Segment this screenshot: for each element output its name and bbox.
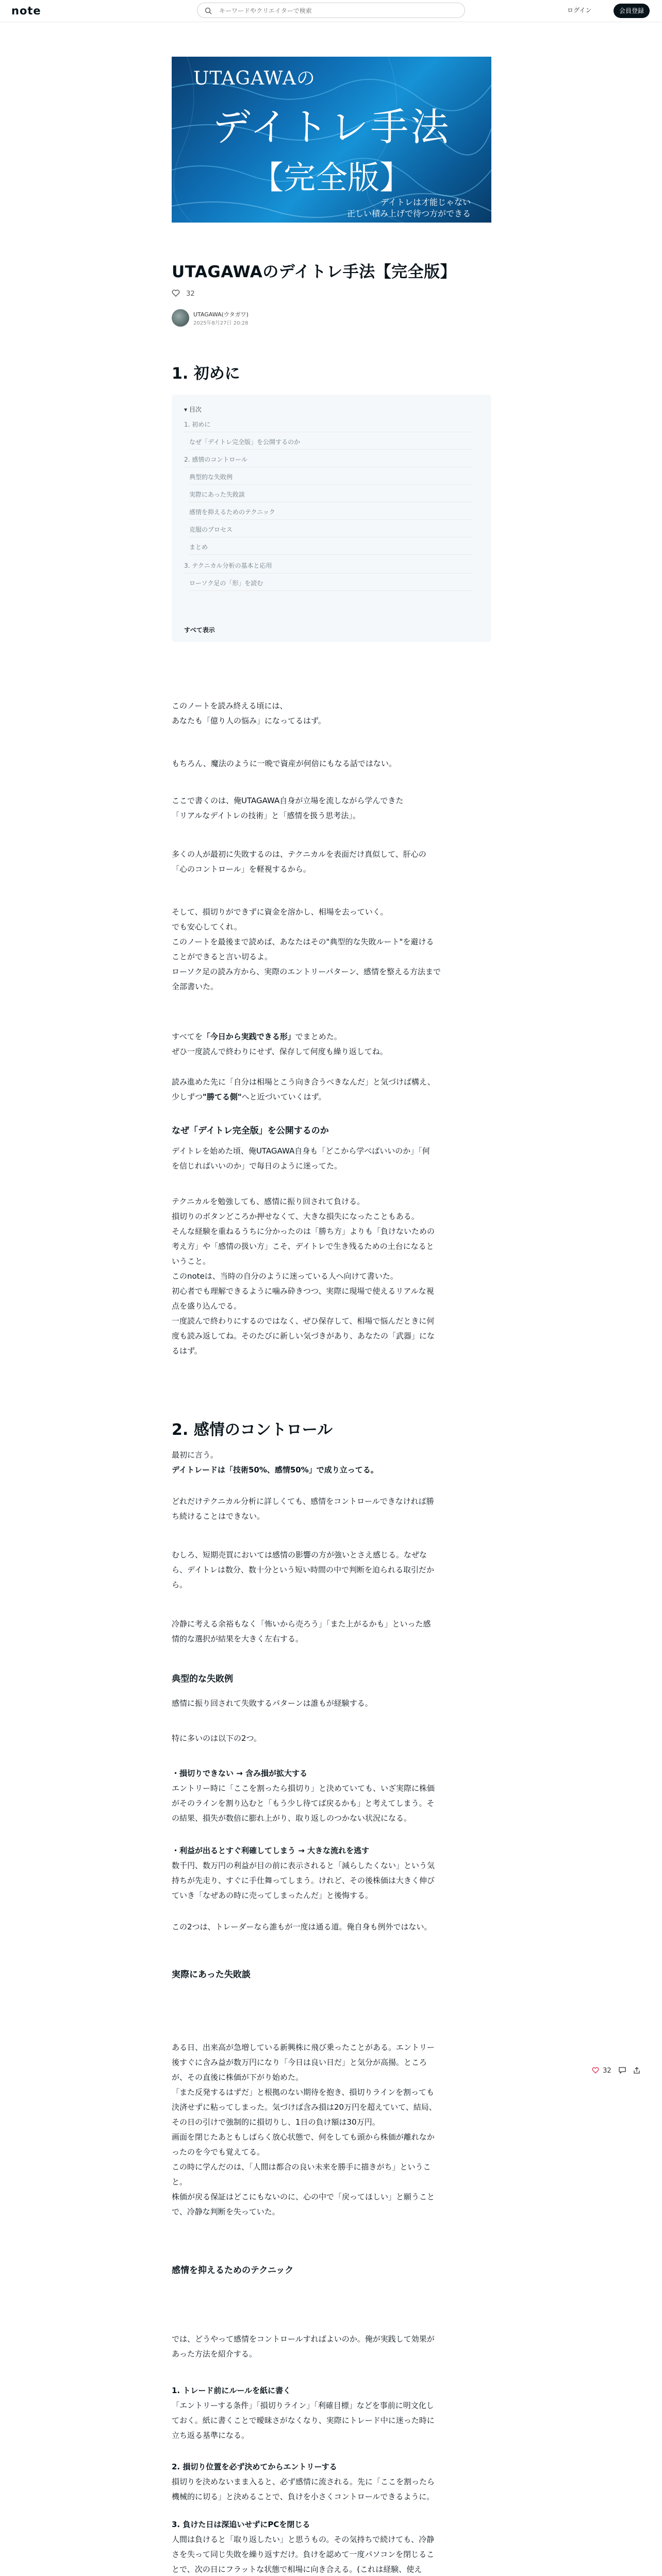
paragraph: 多くの人が最初に失敗するのは、テクニカルを表面だけ真似して、肝心の 「心のコントロール」を軽視するから。	[172, 850, 426, 874]
article-title: UTAGAWAのデイトレ手法【完全版】	[172, 263, 457, 281]
hero-image	[172, 57, 491, 223]
toc-show-all[interactable]: すべて表示	[184, 626, 215, 634]
paragraph: 感情に振り回されて失敗するパターンは誰もが経験する。	[172, 1699, 373, 1708]
subheading: 感情を抑えるためのテクニック	[172, 2265, 294, 2276]
paragraph: どれだけテクニカル分析に詳しくても、感情をコントロールできなければ勝 ち続けることはできない。	[172, 1497, 434, 1521]
paragraph: ・損切りできない → 含み損が拡大する エントリー時に「ここを割ったら損切り」と決めていても、いざ実際に株価 がそのラインを割り込むと「もう少し待てば戻るかも」と考えてしまう。そ の結果、損失が数倍に膨れ上がり、取り返しのつかない状況になる。	[172, 1769, 435, 1823]
author-name[interactable]: UTAGAWA(ウタガワ)	[193, 311, 249, 318]
author-block[interactable]	[172, 309, 378, 328]
search-icon	[205, 7, 212, 16]
toc-item[interactable]: なぜ「デイトレ完全版」を公開するのか	[189, 436, 473, 450]
section-heading-emotion: 2. 感情のコントロール	[172, 1421, 333, 1439]
toc-item[interactable]: 2. 感情のコントロール	[184, 453, 473, 467]
avatar[interactable]	[172, 309, 189, 327]
share-icon[interactable]	[633, 2067, 640, 2075]
toc-item[interactable]: まとめ	[189, 541, 473, 555]
toc-item[interactable]: 克服のプロセス	[189, 523, 473, 537]
hero-tagline-2: 正しい積み上げで待つ方ができる	[346, 209, 471, 218]
search-box[interactable]	[197, 3, 465, 18]
chevron-down-icon: ▾	[184, 406, 189, 413]
paragraph: 特に多いのは以下の2つ。	[172, 1734, 261, 1743]
heart-icon[interactable]	[592, 2067, 601, 2075]
paragraph: ある日、出来高が急増している新興株に飛び乗ったことがある。エントリー 後すぐに含み益が数万円になり「今日は良い日だ」と気分が高揚。ところ が、その直後に株価が下がり始めた。 「また反発するはずだ」と根拠のない期待を抱き、損切りラインを割っても 決済せずに粘ってしまった。気づけば含み損は20万円を超えていて、結局、 その日の引けで強制的に損切りし、1日の負け額は30万円。 画面を閉じたあともしばらく放心状態で、何をしても頭から株価が離れなか ったのを今でも覚えてる。 この時に学んだのは、「人間は都合の良い未来を勝手に描きがち」というこ と。 株価が戻る保証はどこにもないのに、心の中で「戻ってほしい」と願うこと で、冷静な判断を失っていた。	[172, 2043, 437, 2216]
toc-item[interactable]: 実際にあった失敗談	[189, 488, 473, 502]
paragraph: ・利益が出るとすぐ利確してしまう → 大きな流れを逃す 数千円、数万円の利益が目の前に表示されると「減らしたくない」という気 持ちが先走り、すぐに手仕舞ってしまう。けれど、その後株価は大きく伸び ていき「なぜあの時に売ってしまったんだ」と後悔する。	[172, 1846, 435, 1900]
paragraph: 3. 負けた日は深追いせずにPCを閉じる 人間は負けると「取り返したい」と思うもの。その気持ちで続けても、冷静 さを失って同じ失敗を繰り返すだけ。負けを認めて一度パソコンを閉じるこ とで、次の日にフラットな状態で相場に向き合える。(これは経験、使え	[172, 2520, 435, 2574]
like-count-value: 32	[186, 290, 195, 298]
paragraph: 冷静に考える余裕もなく「怖いから売ろう」「また上がるかも」といった感 情的な選択が結果を大きく左右する。	[172, 1619, 431, 1643]
paragraph: デイトレを始めた頃、俺UTAGAWA自身も「どこから学べばいいのか」「何 を信じればいいのか」で毎日のように迷ってた。	[172, 1146, 430, 1171]
comment-icon[interactable]	[619, 2067, 628, 2075]
login-link[interactable]: ログイン	[567, 7, 592, 14]
toc-item[interactable]: 3. テクニカル分析の基本と応用	[184, 560, 473, 573]
hero-subtitle: 【完全版】	[251, 159, 411, 196]
toc-item[interactable]: 典型的な失敗例	[189, 471, 473, 485]
toc-item[interactable]: 1. 初めに	[184, 418, 473, 432]
paragraph: すべてを「今日から実践できる形」でまとめた。 ぜひ一度読んで終わりにせず、保存して何度も繰り返してね。	[172, 1032, 388, 1056]
hero-brand: UTAGAWAの	[193, 68, 316, 89]
paragraph: では、どうやって感情をコントロールすればよいのか。俺が実践して効果が あった方法を紹介する。	[172, 2334, 435, 2359]
hero-title: デイトレ手法	[212, 105, 451, 149]
signup-button[interactable]: 会員登録	[614, 4, 650, 18]
subheading: なぜ「デイトレ完全版」を公開するのか	[172, 1126, 329, 1136]
heart-icon	[172, 290, 182, 298]
paragraph: 2. 損切り位置を必ず決めてからエントリーする 損切りを決めないまま入ると、必ず感情に流される。先に「ここを割ったら 機械的に切る」と決めることで、負けを小さくコントロールできるように。	[172, 2462, 435, 2501]
global-header	[0, 0, 662, 22]
paragraph: 読み進めた先に「自分は相場とこう向き合うべきなんだ」と気づけば構え、 少しずつ"勝てる側"へと近づいていくはず。	[172, 1077, 435, 1101]
paragraph: このノートを読み終える頃には、 あなたも「億り人の悩み」になってるはず。	[172, 701, 326, 725]
toc-heading[interactable]: ▾ 目次	[184, 406, 202, 413]
publish-date: 2025年8月27日 20:28	[193, 320, 249, 326]
paragraph: テクニカルを勉強しても、感情に振り回されて負ける。 損切りのボタンどころか押せなくて、大きな損失になったこともある。 そんな経験を重ねるうちに分かったのは「勝ち方」よりも「負けないための 考え方」や「感情の扱い方」こそ、デイトレで生き残るための土台になると いうこと。 このnoteは、当時の自分のように迷っている人へ向けて書いた。 初心者でも理解できるように噛み砕きつつ、実際に現場で使えるリアルな視 点を盛り込んでる。 一度読んで終わりにするのではなく、ぜひ保存して、相場で悩んだときに何 度も読み返してね。そのたびに新しい気づきがあり、あなたの「武器」にな るはず。	[172, 1197, 435, 1355]
toc-item[interactable]: ローソク足の「形」を読む	[189, 577, 473, 591]
search-input[interactable]	[218, 5, 457, 16]
note-logo[interactable]: note	[11, 5, 41, 17]
floating-actions	[592, 2067, 640, 2079]
paragraph: この2つは、トレーダーなら誰もが一度は通る道。俺自身も例外ではない。	[172, 1922, 432, 1931]
toc-item[interactable]: 感情を抑えるためのテクニック	[189, 506, 473, 520]
paragraph: もちろん、魔法のように一晩で資産が何倍にもなる話ではない。	[172, 759, 396, 768]
hero-tagline-1: デイトレは才能じゃない	[380, 197, 471, 207]
floating-like-count: 32	[603, 2067, 611, 2075]
subheading: 典型的な失敗例	[172, 1674, 233, 1684]
paragraph: 1. トレード前にルールを紙に書く 「エントリーする条件」「損切りライン」「利確目標」などを事前に明文化し ておく。紙に書くことで曖昧さがなくなり、実際にトレード中に迷った時に 立ち返る基準になる。	[172, 2386, 435, 2440]
subheading: 実際にあった失敗談	[172, 1970, 251, 1980]
paragraph: ここで書くのは、俺UTAGAWA自身が立場を流しながら学んできた 「リアルなデイトレの技術」と「感情を扱う思考法」。	[172, 796, 404, 820]
like-count[interactable]	[172, 290, 195, 298]
paragraph: そして、損切りができずに資金を溶かし、相場を去っていく。 でも安心してくれ。 このノートを最後まで読めば、あなたはその"典型的な失敗ルート"を避ける ことができると言い切るよ。 ローソク足の読み方から、実際のエントリーパターン、感情を整える方法まで 全部書いた。	[172, 907, 441, 991]
section-heading-intro: 1. 初めに	[172, 365, 240, 383]
paragraph: 最初に言う。 デイトレードは「技術50%、感情50%」で成り立ってる。	[172, 1450, 378, 1475]
table-of-contents	[172, 395, 491, 642]
paragraph: むしろ、短期売買においては感情の影響の方が強いとさえ感じる。なぜな ら、デイトレは数分、数十分という短い時間の中で判断を迫られる取引だか ら。	[172, 1550, 434, 1589]
